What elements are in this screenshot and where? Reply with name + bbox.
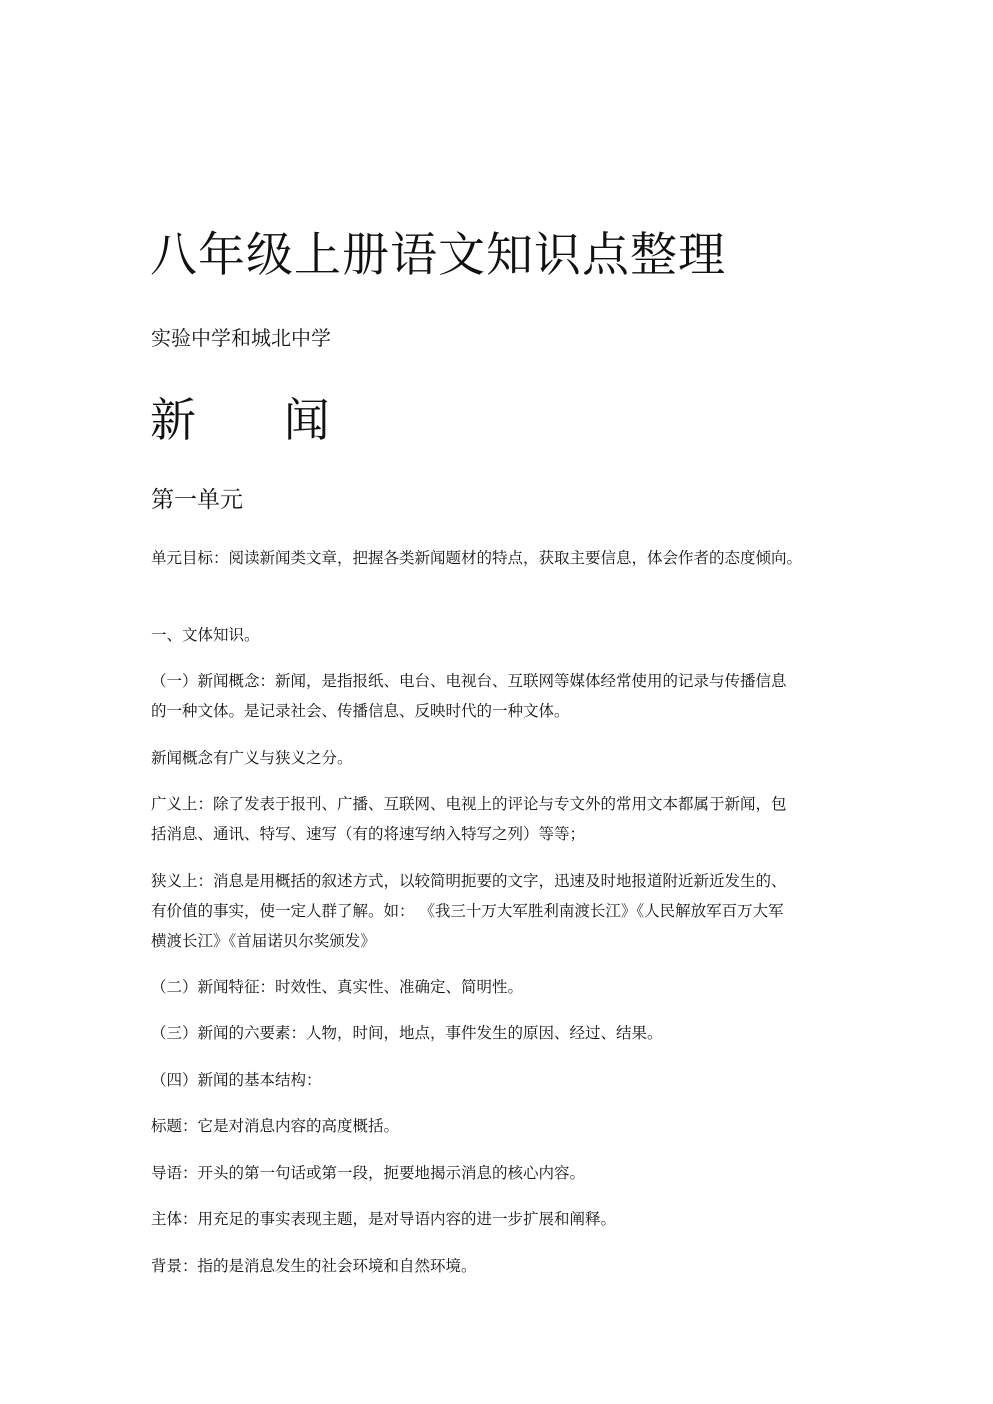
broad-sense-paragraph bbox=[151, 789, 851, 849]
paragraph-line: 一、文体知识。 bbox=[151, 626, 260, 644]
paragraph-line: 横渡长江》《首届诺贝尔奖颁发》 bbox=[151, 932, 376, 950]
headline-paragraph bbox=[151, 1111, 851, 1141]
section-heading: 新 闻 bbox=[150, 393, 330, 447]
narrow-sense-paragraph bbox=[151, 866, 851, 956]
paragraph-line: （三）新闻的六要素：人物，时间，地点，事件发生的原因、经过、结果。 bbox=[151, 1024, 663, 1042]
document-title: 八年级上册语文知识点整理 bbox=[150, 228, 726, 283]
paragraph-line: 新闻概念有广义与狭义之分。 bbox=[151, 749, 353, 767]
paragraph-line: 括消息、通讯、特写、速写（有的将速写纳入特写之列）等等； bbox=[151, 825, 586, 843]
paragraph-line: （一）新闻概念：新闻，是指报纸、电台、电视台、互联网等媒体经常使用的记录与传播信息 bbox=[151, 672, 787, 690]
paragraph-line: 标题：它是对消息内容的高度概括。 bbox=[151, 1117, 400, 1135]
paragraph-line: 导语：开头的第一句话或第一段，扼要地揭示消息的核心内容。 bbox=[151, 1164, 586, 1182]
lead-paragraph bbox=[151, 1158, 851, 1188]
news-features-paragraph bbox=[151, 972, 851, 1002]
body-paragraph bbox=[151, 1204, 851, 1234]
news-concept-paragraph bbox=[151, 666, 851, 726]
paragraph-line: 主体：用充足的事实表现主题，是对导语内容的进一步扩展和阐释。 bbox=[151, 1210, 617, 1228]
unit-goal-paragraph bbox=[151, 543, 851, 573]
background-paragraph bbox=[151, 1251, 851, 1281]
genre-knowledge-heading bbox=[151, 620, 851, 650]
school-name: 实验中学和城北中学 bbox=[151, 326, 331, 350]
paragraph-line: （二）新闻特征：时效性、真实性、准确定、简明性。 bbox=[151, 978, 524, 996]
paragraph-line: 背景：指的是消息发生的社会环境和自然环境。 bbox=[151, 1257, 477, 1275]
unit-heading: 第一单元 bbox=[151, 487, 243, 513]
broad-narrow-paragraph bbox=[151, 743, 851, 773]
six-elements-paragraph bbox=[151, 1018, 851, 1048]
paragraph-line: （四）新闻的基本结构： bbox=[151, 1071, 322, 1089]
paragraph-line: 狭义上：消息是用概括的叙述方式，以较简明扼要的文字，迅速及时地报道附近新近发生的、 bbox=[151, 872, 787, 890]
paragraph-line: 的一种文体。是记录社会、传播信息、反映时代的一种文体。 bbox=[151, 702, 570, 720]
basic-structure-heading bbox=[151, 1065, 851, 1095]
paragraph-line: 单元目标：阅读新闻类文章，把握各类新闻题材的特点，获取主要信息，体会作者的态度倾向。 bbox=[151, 549, 803, 567]
paragraph-line: 有价值的事实，使一定人群了解。如： 《我三十万大军胜利南渡长江》《人民解放军百万大军 bbox=[151, 902, 784, 920]
paragraph-line: 广义上：除了发表于报刊、广播、互联网、电视上的评论与专文外的常用文本都属于新闻，包 bbox=[151, 795, 787, 813]
